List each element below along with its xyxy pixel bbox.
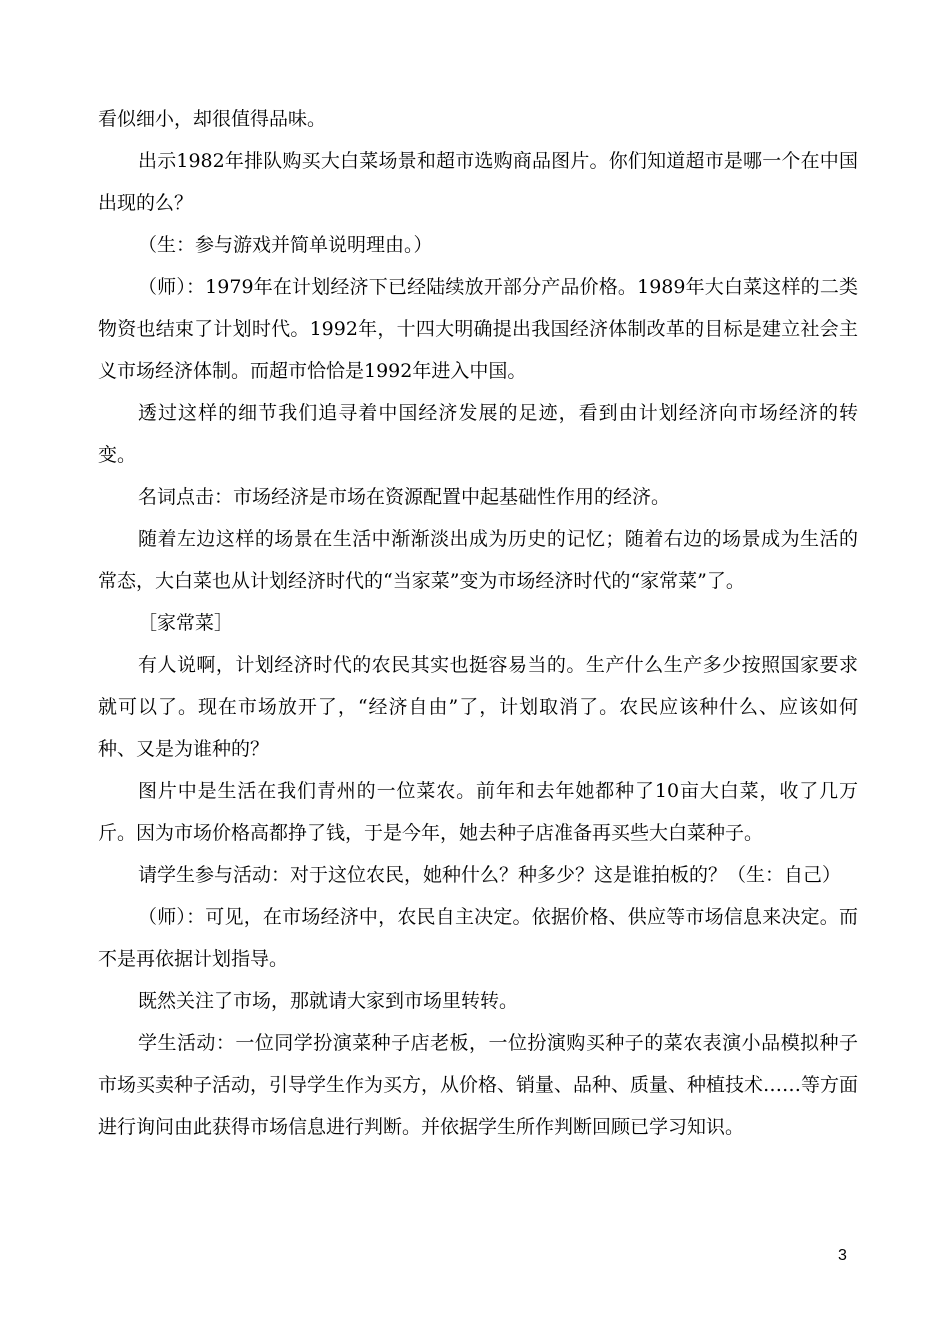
paragraph: 出示1982年排队购买大白菜场景和超市选购商品图片。你们知道超市是哪一个在中国出现的么？ — [98, 150, 858, 214]
paragraph: 请学生参与活动：对于这位农民，她种什么？种多少？这是谁拍板的？（生：自己） — [138, 864, 842, 886]
paragraph: 既然关注了市场，那就请大家到市场里转转。 — [138, 990, 519, 1012]
document-body — [98, 98, 858, 1148]
paragraph: 图片中是生活在我们青州的一位菜农。前年和去年她都种了10亩大白菜，收了几万斤。因为市场价格高都挣了钱，于是今年，她去种子店准备再买些大白菜种子。 — [98, 780, 858, 844]
page-number: 3 — [838, 1247, 847, 1264]
paragraph: （师）：1979年在计划经济下已经陆续放开部分产品价格。1989年大白菜这样的二类物资也结束了计划时代。1992年，十四大明确提出我国经济体制改革的目标是建立社会主义市场经济体制。而超市恰恰是1992年进入中国。 — [98, 276, 858, 382]
paragraph: 看似细小，却很值得品味。 — [98, 108, 327, 130]
paragraph: 学生活动：一位同学扮演菜种子店老板，一位扮演购买种子的菜农表演小品模拟种子市场买卖种子活动，引导学生作为买方，从价格、销量、品种、质量、种植技术……等方面进行询问由此获得市场信息进行判断。并依据学生所作判断回顾已学习知识。 — [98, 1032, 859, 1138]
paragraph: 有人说啊，计划经济时代的农民其实也挺容易当的。生产什么生产多少按照国家要求就可以了。现在市场放开了，“经济自由”了，计划取消了。农民应该种什么、应该如何种、又是为谁种的？ — [98, 654, 858, 760]
paragraph: 随着左边这样的场景在生活中渐渐淡出成为历史的记忆；随着右边的场景成为生活的常态，大白菜也从计划经济时代的“当家菜”变为市场经济时代的“家常菜”了。 — [98, 528, 858, 592]
paragraph: （生：参与游戏并简单说明理由。） — [138, 234, 433, 256]
paragraph: （师）：可见，在市场经济中，农民自主决定。依据价格、供应等市场信息来决定。而不是再依据计划指导。 — [98, 906, 858, 970]
paragraph: 名词点击：市场经济是市场在资源配置中起基础性作用的经济。 — [138, 486, 671, 508]
section-heading: ［家常菜］ — [138, 612, 234, 634]
paragraph: 透过这样的细节我们追寻着中国经济发展的足迹，看到由计划经济向市场经济的转变。 — [98, 402, 858, 466]
